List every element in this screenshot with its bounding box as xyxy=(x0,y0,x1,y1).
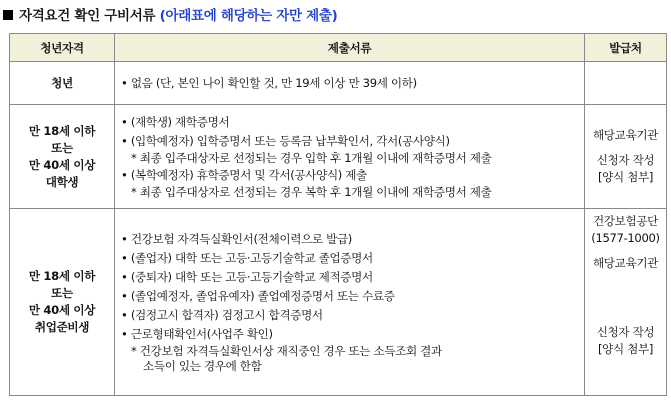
document-item: • (졸업자) 대학 또는 고등·고등기술학교 졸업증명서 xyxy=(121,251,373,265)
category-line: 또는 xyxy=(51,286,73,300)
issuer-line: [양식 첨부] xyxy=(597,170,654,184)
issuer-line: 신청자 작성 xyxy=(596,325,655,339)
issuer-line: 해당교육기관 xyxy=(592,128,659,142)
category-cell xyxy=(10,105,115,209)
table-row xyxy=(10,105,667,209)
document-item: • (복학예정자) 휴학증명서 및 각서(공사양식) 제출 xyxy=(121,168,368,182)
documents-cell xyxy=(115,209,585,396)
issuer-line: [양식 첨부] xyxy=(597,342,654,356)
table-header-row xyxy=(10,34,667,62)
section-heading xyxy=(3,4,337,24)
document-note: 소득이 있는 경우에 한함 xyxy=(143,359,262,373)
issuer-line: (1577-1000) xyxy=(591,231,660,245)
document-item: • 없음 (단, 본인 나이 확인할 것, 만 19세 이상 만 39세 이하) xyxy=(121,75,417,90)
column-header-issuer: 발급처 xyxy=(585,34,667,62)
document-item: • (중퇴자) 대학 또는 고등·고등기술학교 제적증명서 xyxy=(121,270,373,284)
column-header-qualification: 청년자격 xyxy=(10,34,115,62)
document-item: • (검정고시 합격자) 검정고시 합격증명서 xyxy=(121,308,323,322)
category-line: 또는 xyxy=(51,140,73,155)
document-note: * 건강보험 자격득실확인서상 재직중인 경우 또는 소득조회 결과 xyxy=(131,344,442,358)
document-item: • 근로형태확인서(사업주 확인) xyxy=(121,327,273,341)
issuer-cell xyxy=(585,209,667,396)
column-header-documents: 제출서류 xyxy=(115,34,585,62)
category-cell xyxy=(10,209,115,396)
section-subtitle: (아래표에 해당하는 자만 제출) xyxy=(159,8,338,24)
black-square-icon xyxy=(3,10,13,20)
table-row xyxy=(10,62,667,105)
section-title: 자격요건 확인 구비서류 xyxy=(19,8,156,24)
category-line: 만 18세 이하 xyxy=(28,123,96,138)
issuer-cell xyxy=(585,62,667,105)
issuer-line: 해당교육기관 xyxy=(592,256,659,270)
document-item: • (졸업예정자, 졸업유예자) 졸업예정증명서 또는 수료증 xyxy=(121,289,395,303)
category-line: 대학생 xyxy=(45,174,79,189)
category-line: 만 18세 이하 xyxy=(28,269,96,283)
table-row xyxy=(10,209,667,396)
documents-table xyxy=(9,33,667,396)
issuer-line: 신청자 작성 xyxy=(596,153,655,167)
document-item: • 건강보험 자격득실확인서(전체이력으로 발급) xyxy=(121,232,352,246)
category-line: 취업준비생 xyxy=(34,320,90,334)
documents-cell xyxy=(115,105,585,209)
documents-cell xyxy=(115,62,585,105)
document-note: * 최종 입주대상자로 선정되는 경우 입학 후 1개월 이내에 재학증명서 제출 xyxy=(131,151,492,165)
document-item: • (입학예정자) 입학증명서 또는 등록금 납부확인서, 각서(공사양식) xyxy=(121,134,450,148)
category-line: 만 40세 이상 xyxy=(28,157,96,172)
document-item: • (재학생) 재학증명서 xyxy=(121,115,230,129)
category-line: 만 40세 이상 xyxy=(28,303,96,317)
category-cell: 청년 xyxy=(10,62,115,105)
document-note: * 최종 입주대상자로 선정되는 경우 복학 후 1개월 이내에 재학증명서 제출 xyxy=(131,185,492,199)
issuer-cell xyxy=(585,105,667,209)
issuer-line: 건강보험공단 xyxy=(592,214,659,228)
